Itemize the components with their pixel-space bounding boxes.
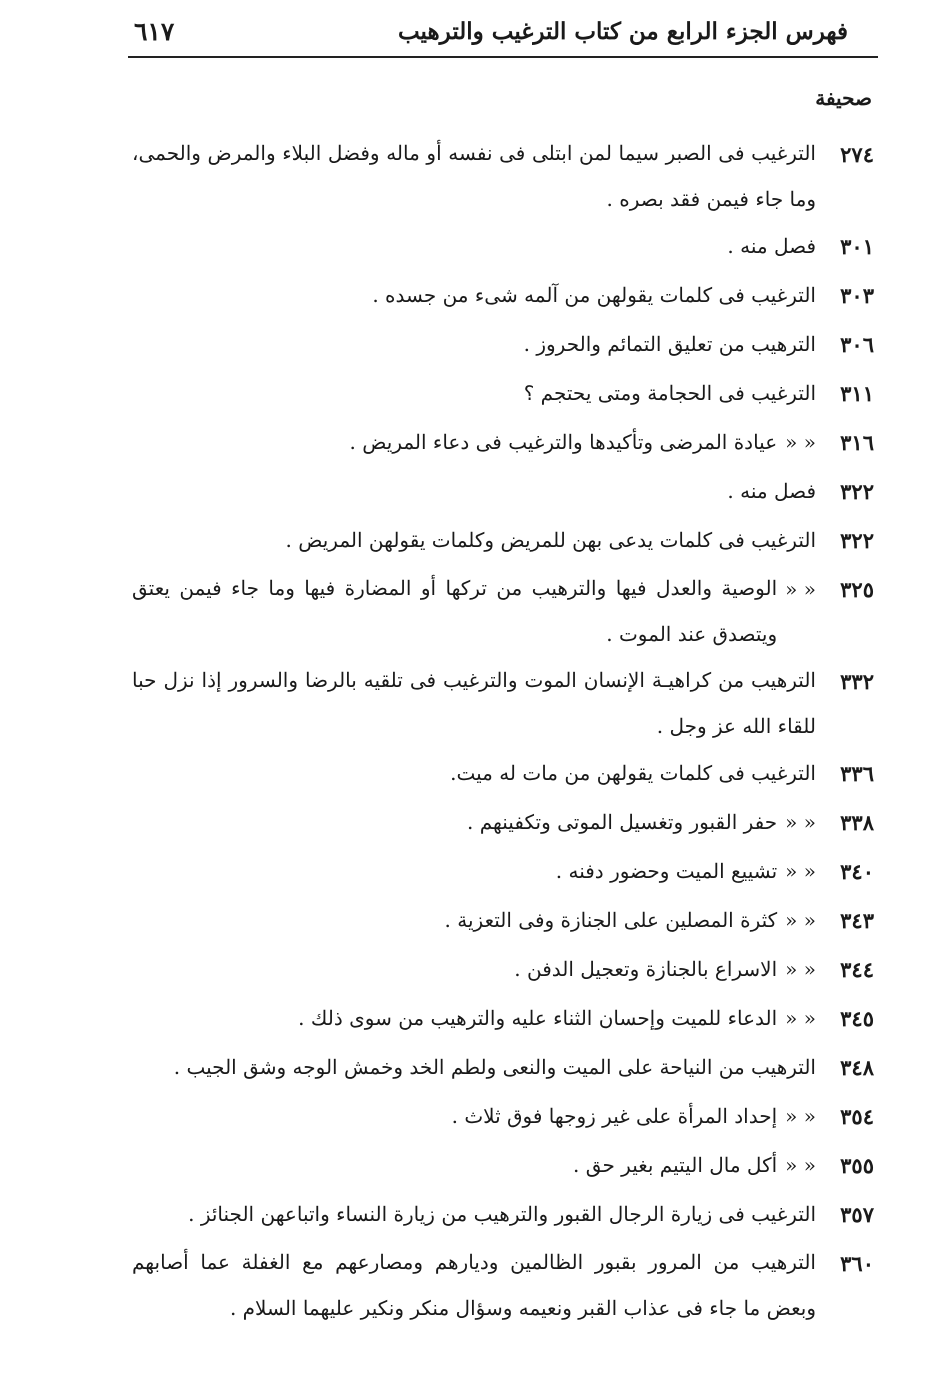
entry-text: الترهيب من تعليق التمائم والحروز . [523, 332, 816, 356]
ditto-marks: « « [785, 577, 816, 601]
entry-text: الوصية والعدل فيها والترهيب من تركها أو المضارة فيها وما جاء فيمن يعتق ويتصدق عند الموت . [132, 576, 778, 646]
index-entry [132, 320, 874, 369]
index-entry [132, 271, 874, 320]
index-entry [132, 1043, 874, 1092]
entry-page-number: ٣٣٦ [840, 761, 874, 786]
entry-text: الترهيب من النياحة على الميت والنعى ولطم الخد وخمش الوجه وشق الجيب . [173, 1055, 816, 1079]
entry-text: الترغيب فى الحجامة ومتى يحتجم ؟ [523, 381, 816, 405]
entry-page-number: ٣٤٠ [840, 859, 874, 884]
entry-text: حفر القبور وتغسيل الموتى وتكفينهم . [467, 810, 778, 834]
entry-text: تشييع الميت وحضور دفنه . [555, 859, 778, 883]
entry-text: الاسراع بالجنازة وتعجيل الدفن . [514, 957, 778, 981]
entry-page-number: ٣٤٨ [840, 1055, 874, 1080]
entry-page-number: ٣٠٣ [840, 283, 874, 308]
entry-text: الترهيب من المرور بقبور الظالمين وديارهم ومصارعهم مع الغفلة عما أصابهم وبعض ما جاء فى عذاب القبر ونعيمه وسؤال منكر ونكير عليهما السلام . [132, 1250, 816, 1320]
entry-text: الترغيب فى زيارة الرجال القبور والترهيب من زيارة النساء واتباعهن الجنائز . [188, 1202, 816, 1226]
entry-text: فصل منه . [727, 234, 816, 258]
entry-text: أكل مال اليتيم بغير حق . [573, 1153, 778, 1177]
index-entry [132, 798, 874, 847]
index-entry [132, 516, 874, 565]
entry-page-number: ٣٤٤ [840, 957, 874, 982]
entry-text: الترغيب فى الصبر سيما لمن ابتلى فى نفسه أو ماله وفضل البلاء والمرض والحمى، وما جاء فيمن فقد بصره . [132, 141, 816, 211]
header-rule [128, 56, 878, 58]
entry-page-number: ٣٢٢ [840, 479, 874, 504]
entry-text: فصل منه . [727, 479, 816, 503]
ditto-marks: « « [785, 810, 816, 834]
column-label: صحيفة [815, 86, 872, 110]
entry-text: إحداد المرأة على غير زوجها فوق ثلاث . [451, 1104, 778, 1128]
ditto-marks: « « [785, 430, 816, 454]
entry-page-number: ٣٠٦ [840, 332, 874, 357]
ditto-marks: « « [785, 1153, 816, 1177]
index-entry [132, 418, 874, 467]
index-entry [132, 657, 874, 749]
entry-page-number: ٢٧٤ [840, 142, 874, 167]
ditto-marks: « « [785, 1104, 816, 1128]
entry-page-number: ٣٦٠ [840, 1251, 874, 1276]
header-title: فهرس الجزء الرابع من كتاب الترغيب والترهيب [397, 17, 848, 45]
index-entry [132, 896, 874, 945]
entry-page-number: ٣٣٢ [840, 669, 874, 694]
index-entry [132, 1141, 874, 1190]
entry-page-number: ٣١١ [840, 381, 874, 406]
index-entry [132, 1190, 874, 1239]
index-entry [132, 1092, 874, 1141]
index-entry [132, 130, 874, 222]
index-entry [132, 994, 874, 1043]
entry-text: عيادة المرضى وتأكيدها والترغيب فى دعاء المريض . [349, 430, 778, 454]
entry-page-number: ٣٤٥ [840, 1006, 874, 1031]
entry-page-number: ٣٥٥ [840, 1153, 874, 1178]
index-entry [132, 1239, 874, 1331]
entry-text: الدعاء للميت وإحسان الثناء عليه والترهيب من سوى ذلك . [298, 1006, 778, 1030]
entry-page-number: ٣٢٢ [840, 528, 874, 553]
ditto-marks: « « [785, 908, 816, 932]
index-entry [132, 945, 874, 994]
ditto-marks: « « [785, 1006, 816, 1030]
index-entry [132, 565, 874, 657]
index-entry [132, 369, 874, 418]
entry-page-number: ٣٤٣ [840, 908, 874, 933]
entry-text: الترغيب فى كلمات يدعى بهن للمريض وكلمات يقولهن المريض . [285, 528, 816, 552]
entry-text: الترهيب من كراهيـة الإنسان الموت والترغيب فى تلقيه بالرضا والسرور إذا نزل حبا للقاء الله عز وجل . [132, 668, 816, 738]
page-number: ٦١٧ [134, 16, 175, 46]
entry-page-number: ٣٢٥ [840, 577, 874, 602]
index-entries [132, 130, 874, 1331]
entry-page-number: ٣٥٤ [840, 1104, 874, 1129]
entry-page-number: ٣٥٧ [840, 1202, 874, 1227]
index-entry [132, 847, 874, 896]
ditto-marks: « « [785, 859, 816, 883]
entry-text: الترغيب فى كلمات يقولهن من مات له ميت. [450, 761, 816, 785]
running-header [128, 14, 878, 48]
entry-text: الترغيب فى كلمات يقولهن من آلمه شىء من جسده . [372, 283, 816, 307]
entry-page-number: ٣١٦ [840, 430, 874, 455]
index-entry [132, 749, 874, 798]
index-entry [132, 467, 874, 516]
ditto-marks: « « [785, 957, 816, 981]
entry-page-number: ٣٠١ [840, 234, 874, 259]
index-entry [132, 222, 874, 271]
entry-text: كثرة المصلين على الجنازة وفى التعزية . [444, 908, 778, 932]
entry-page-number: ٣٣٨ [840, 810, 874, 835]
